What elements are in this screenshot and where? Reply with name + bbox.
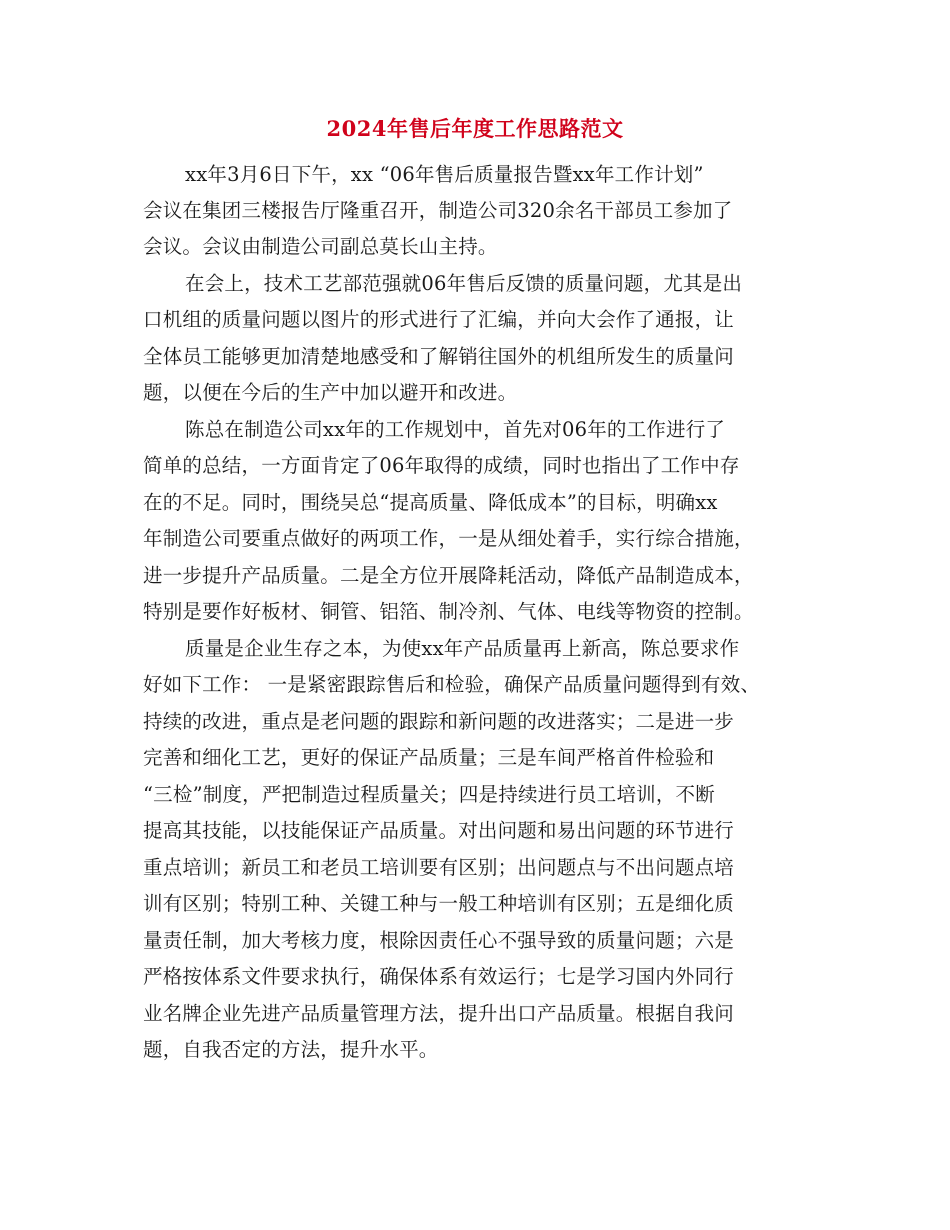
- body-line: xx年3月6日下午，xx “06年售后质量报告暨xx年工作计划”: [185, 163, 704, 186]
- body-line: 年制造公司要重点做好的两项工作，一是从细处着手，实行综合措施，: [143, 527, 754, 550]
- body-line: 全体员工能够更加清楚地感受和了解销往国外的机组所发生的质量问: [143, 345, 735, 368]
- body-line: 口机组的质量问题以图片的形式进行了汇编，并向大会作了通报，让: [143, 308, 735, 331]
- body-line: 持续的改进，重点是老问题的跟踪和新问题的改进落实；二是进一步: [143, 710, 735, 733]
- body-line: 陈总在制造公司xx年的工作规划中，首先对06年的工作进行了: [185, 418, 726, 441]
- body-line: 题，以便在今后的生产中加以避开和改进。: [143, 381, 518, 404]
- body-line: 好如下工作： 一是紧密跟踪售后和检验，确保产品质量问题得到有效、: [143, 673, 761, 696]
- body-line: 完善和细化工艺，更好的保证产品质量；三是车间严格首件检验和: [143, 746, 715, 769]
- body-line: 进一步提升产品质量。二是全方位开展降耗活动，降低产品制造成本，: [143, 564, 754, 587]
- body-line: 特别是要作好板材、铜管、铝箔、制冷剂、气体、电线等物资的控制。: [143, 600, 754, 623]
- body-line: 题，自我否定的方法，提升水平。: [143, 1038, 439, 1061]
- body-line: 会议。会议由制造公司副总莫长山主持。: [143, 235, 498, 258]
- body-line: 在的不足。同时，围绕吴总“提高质量、降低成本”的目标，明确xx: [143, 491, 718, 514]
- body-line: 提高其技能，以技能保证产品质量。对出问题和易出问题的环节进行: [143, 819, 735, 842]
- body-line: 质量是企业生存之本，为使xx年产品质量再上新高，陈总要求作: [185, 637, 740, 660]
- body-line: 严格按体系文件要求执行，确保体系有效运行；七是学习国内外同行: [143, 965, 735, 988]
- body-line: “三检”制度，严把制造过程质量关；四是持续进行员工培训，不断: [143, 783, 715, 806]
- body-line: 会议在集团三楼报告厅隆重召开，制造公司320余名干部员工参加了: [143, 199, 733, 222]
- body-line: 在会上，技术工艺部范强就06年售后反馈的质量问题，尤其是出: [185, 272, 743, 295]
- document-title: 2024年售后年度工作思路范文: [326, 116, 624, 141]
- body-line: 业名牌企业先进产品质量管理方法，提升出口产品质量。根据自我问: [143, 1002, 735, 1025]
- body-line: 训有区别；特别工种、关键工种与一般工种培训有区别；五是细化质: [143, 892, 735, 915]
- body-line: 简单的总结，一方面肯定了06年取得的成绩，同时也指出了工作中存: [143, 454, 740, 477]
- body-line: 重点培训；新员工和老员工培训要有区别；出问题点与不出问题点培: [143, 856, 735, 879]
- body-line: 量责任制，加大考核力度，根除因责任心不强导致的质量问题；六是: [143, 929, 735, 952]
